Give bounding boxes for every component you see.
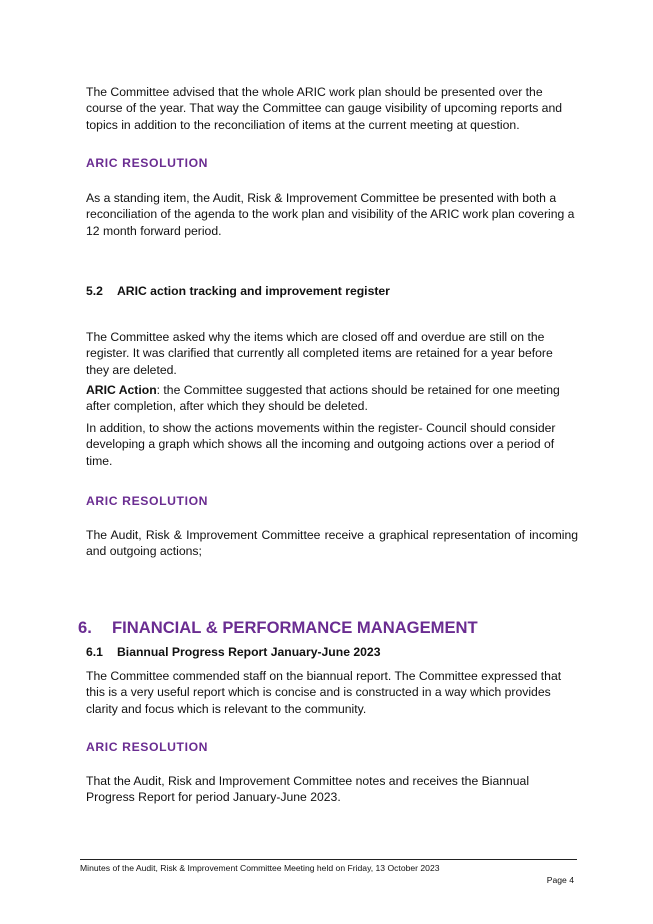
aric-resolution-heading-3: ARIC RESOLUTION (86, 740, 209, 754)
paragraph-standing-item: As a standing item, the Audit, Risk & Improvement Committee be presented with both a reconciliation of the agenda to the work plan and visibility of the ARIC work plan covering a 12 month forward period. (86, 191, 575, 238)
footer-text: Minutes of the Audit, Risk & Improvement Committee Meeting held on Friday, 13 October 2023 (80, 863, 440, 873)
aric-resolution-heading-2: ARIC RESOLUTION (86, 494, 209, 508)
section-6-title: FINANCIAL & PERFORMANCE MANAGEMENT (112, 618, 478, 637)
aric-action-text: : the Committee suggested that actions should be retained for one meeting after completion, after which they should be deleted. (86, 383, 560, 414)
aric-resolution-heading-1: ARIC RESOLUTION (86, 156, 209, 170)
section-5-2-heading (86, 284, 390, 298)
paragraph-graph: In addition, to show the actions movements within the register- Council should consider developing a graph which shows all the incoming and outgoing actions over a period of time. (86, 421, 556, 468)
section-6-1-title: Biannual Progress Report January-June 2023 (117, 645, 381, 659)
paragraph-aric-action (86, 382, 578, 415)
section-5-2-title: ARIC action tracking and improvement register (117, 284, 390, 298)
section-6-1-number: 6.1 (86, 645, 103, 659)
paragraph-work-plan: The Committee advised that the whole ARIC work plan should be presented over the course of the year. That way the Committee can gauge visibility of upcoming reports and topics in addition to the reconciliation of items at the current meeting at question. (86, 85, 563, 132)
paragraph-closed-items: The Committee asked why the items which are closed off and overdue are still on the register. It was clarified that currently all completed items are retained for a year before they are deleted. (86, 330, 553, 377)
footer-divider (80, 859, 577, 860)
paragraph-biannual-resolution: That the Audit, Risk and Improvement Committee notes and receives the Biannual Progress Report for period January-June 2023. (86, 774, 530, 805)
page-number: Page 4 (546, 875, 574, 885)
section-6-heading (78, 618, 478, 638)
paragraph-biannual: The Committee commended staff on the biannual report. The Committee expressed that this is a very useful report which is concise and is constructed in a way which provides clarity and focus which is relevant to the community. (86, 669, 562, 716)
paragraph-graph-resolution: The Audit, Risk & Improvement Committee receive a graphical representation of incoming and outgoing actions; (86, 528, 578, 559)
section-6-1-heading (86, 645, 380, 659)
aric-action-label: ARIC Action (86, 383, 157, 397)
section-5-2-number: 5.2 (86, 284, 103, 298)
section-6-number: 6. (78, 618, 92, 637)
